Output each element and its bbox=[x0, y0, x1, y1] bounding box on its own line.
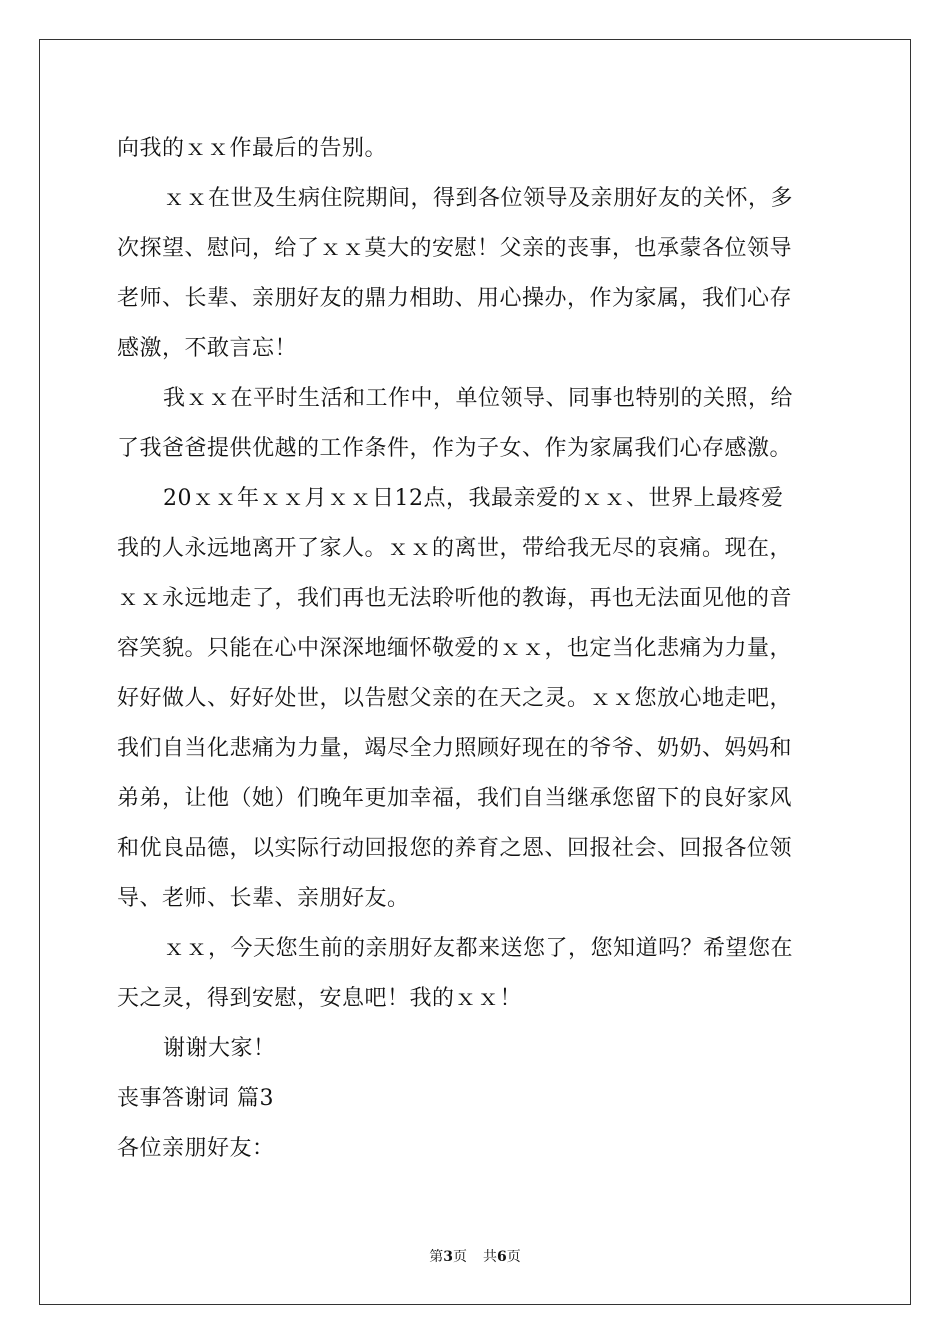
salutation: 各位亲朋好友： bbox=[117, 1136, 275, 1161]
body-line: 我们自当化悲痛为力量，竭尽全力照顾好现在的爷爷、奶奶、妈妈和 bbox=[117, 736, 793, 761]
closing-thanks: 谢谢大家！ bbox=[163, 1036, 276, 1061]
total-pages: 6 bbox=[497, 1249, 507, 1265]
body-line: 容笑貌。只能在心中深深地缅怀敬爱的ｘｘ，也定当化悲痛为力量， bbox=[117, 636, 793, 661]
body-line: 导、老师、长辈、亲朋好友。 bbox=[117, 886, 410, 911]
body-line: 了我爸爸提供优越的工作条件，作为子女、作为家属我们心存感激。 bbox=[117, 436, 793, 461]
body-line: 弟弟，让他（她）们晚年更加幸福，我们自当继承您留下的良好家风 bbox=[117, 786, 793, 811]
body-line: 次探望、慰问，给了ｘｘ莫大的安慰！父亲的丧事，也承蒙各位领导 bbox=[117, 236, 793, 261]
page-footer bbox=[0, 1246, 950, 1266]
paragraph-start-line: 我ｘｘ在平时生活和工作中，单位领导、同事也特别的关照，给 bbox=[163, 386, 794, 411]
total-prefix: 共 bbox=[483, 1249, 497, 1265]
page-suffix: 页 bbox=[453, 1249, 467, 1265]
page-number: 3 bbox=[443, 1249, 453, 1265]
body-line: 天之灵，得到安慰，安息吧！我的ｘｘ！ bbox=[117, 986, 523, 1011]
body-line: 和优良品德，以实际行动回报您的养育之恩、回报社会、回报各位领 bbox=[117, 836, 793, 861]
paragraph-start-line: ｘｘ在世及生病住院期间，得到各位领导及亲朋好友的关怀，多 bbox=[163, 186, 794, 211]
body-line: 向我的ｘｘ作最后的告别。 bbox=[117, 136, 388, 161]
paragraph-start-line: 20ｘｘ年ｘｘ月ｘｘ日12点，我最亲爱的ｘｘ、世界上最疼爱 bbox=[163, 486, 784, 511]
body-line: 好好做人、好好处世，以告慰父亲的在天之灵。ｘｘ您放心地走吧， bbox=[117, 686, 793, 711]
body-line: 老师、长辈、亲朋好友的鼎力相助、用心操办，作为家属，我们心存 bbox=[117, 286, 793, 311]
section-heading: 丧事答谢词 篇3 bbox=[117, 1086, 274, 1111]
body-line: 感激，不敢言忘！ bbox=[117, 336, 298, 361]
body-line: 我的人永远地离开了家人。ｘｘ的离世，带给我无尽的哀痛。现在， bbox=[117, 536, 793, 561]
body-line: ｘｘ永远地走了，我们再也无法聆听他的教诲，再也无法面见他的音 bbox=[117, 586, 793, 611]
paragraph-start-line: ｘｘ，今天您生前的亲朋好友都来送您了，您知道吗？希望您在 bbox=[163, 936, 794, 961]
page-prefix: 第 bbox=[429, 1249, 444, 1265]
document-body bbox=[117, 124, 837, 1174]
total-suffix: 页 bbox=[506, 1249, 521, 1265]
